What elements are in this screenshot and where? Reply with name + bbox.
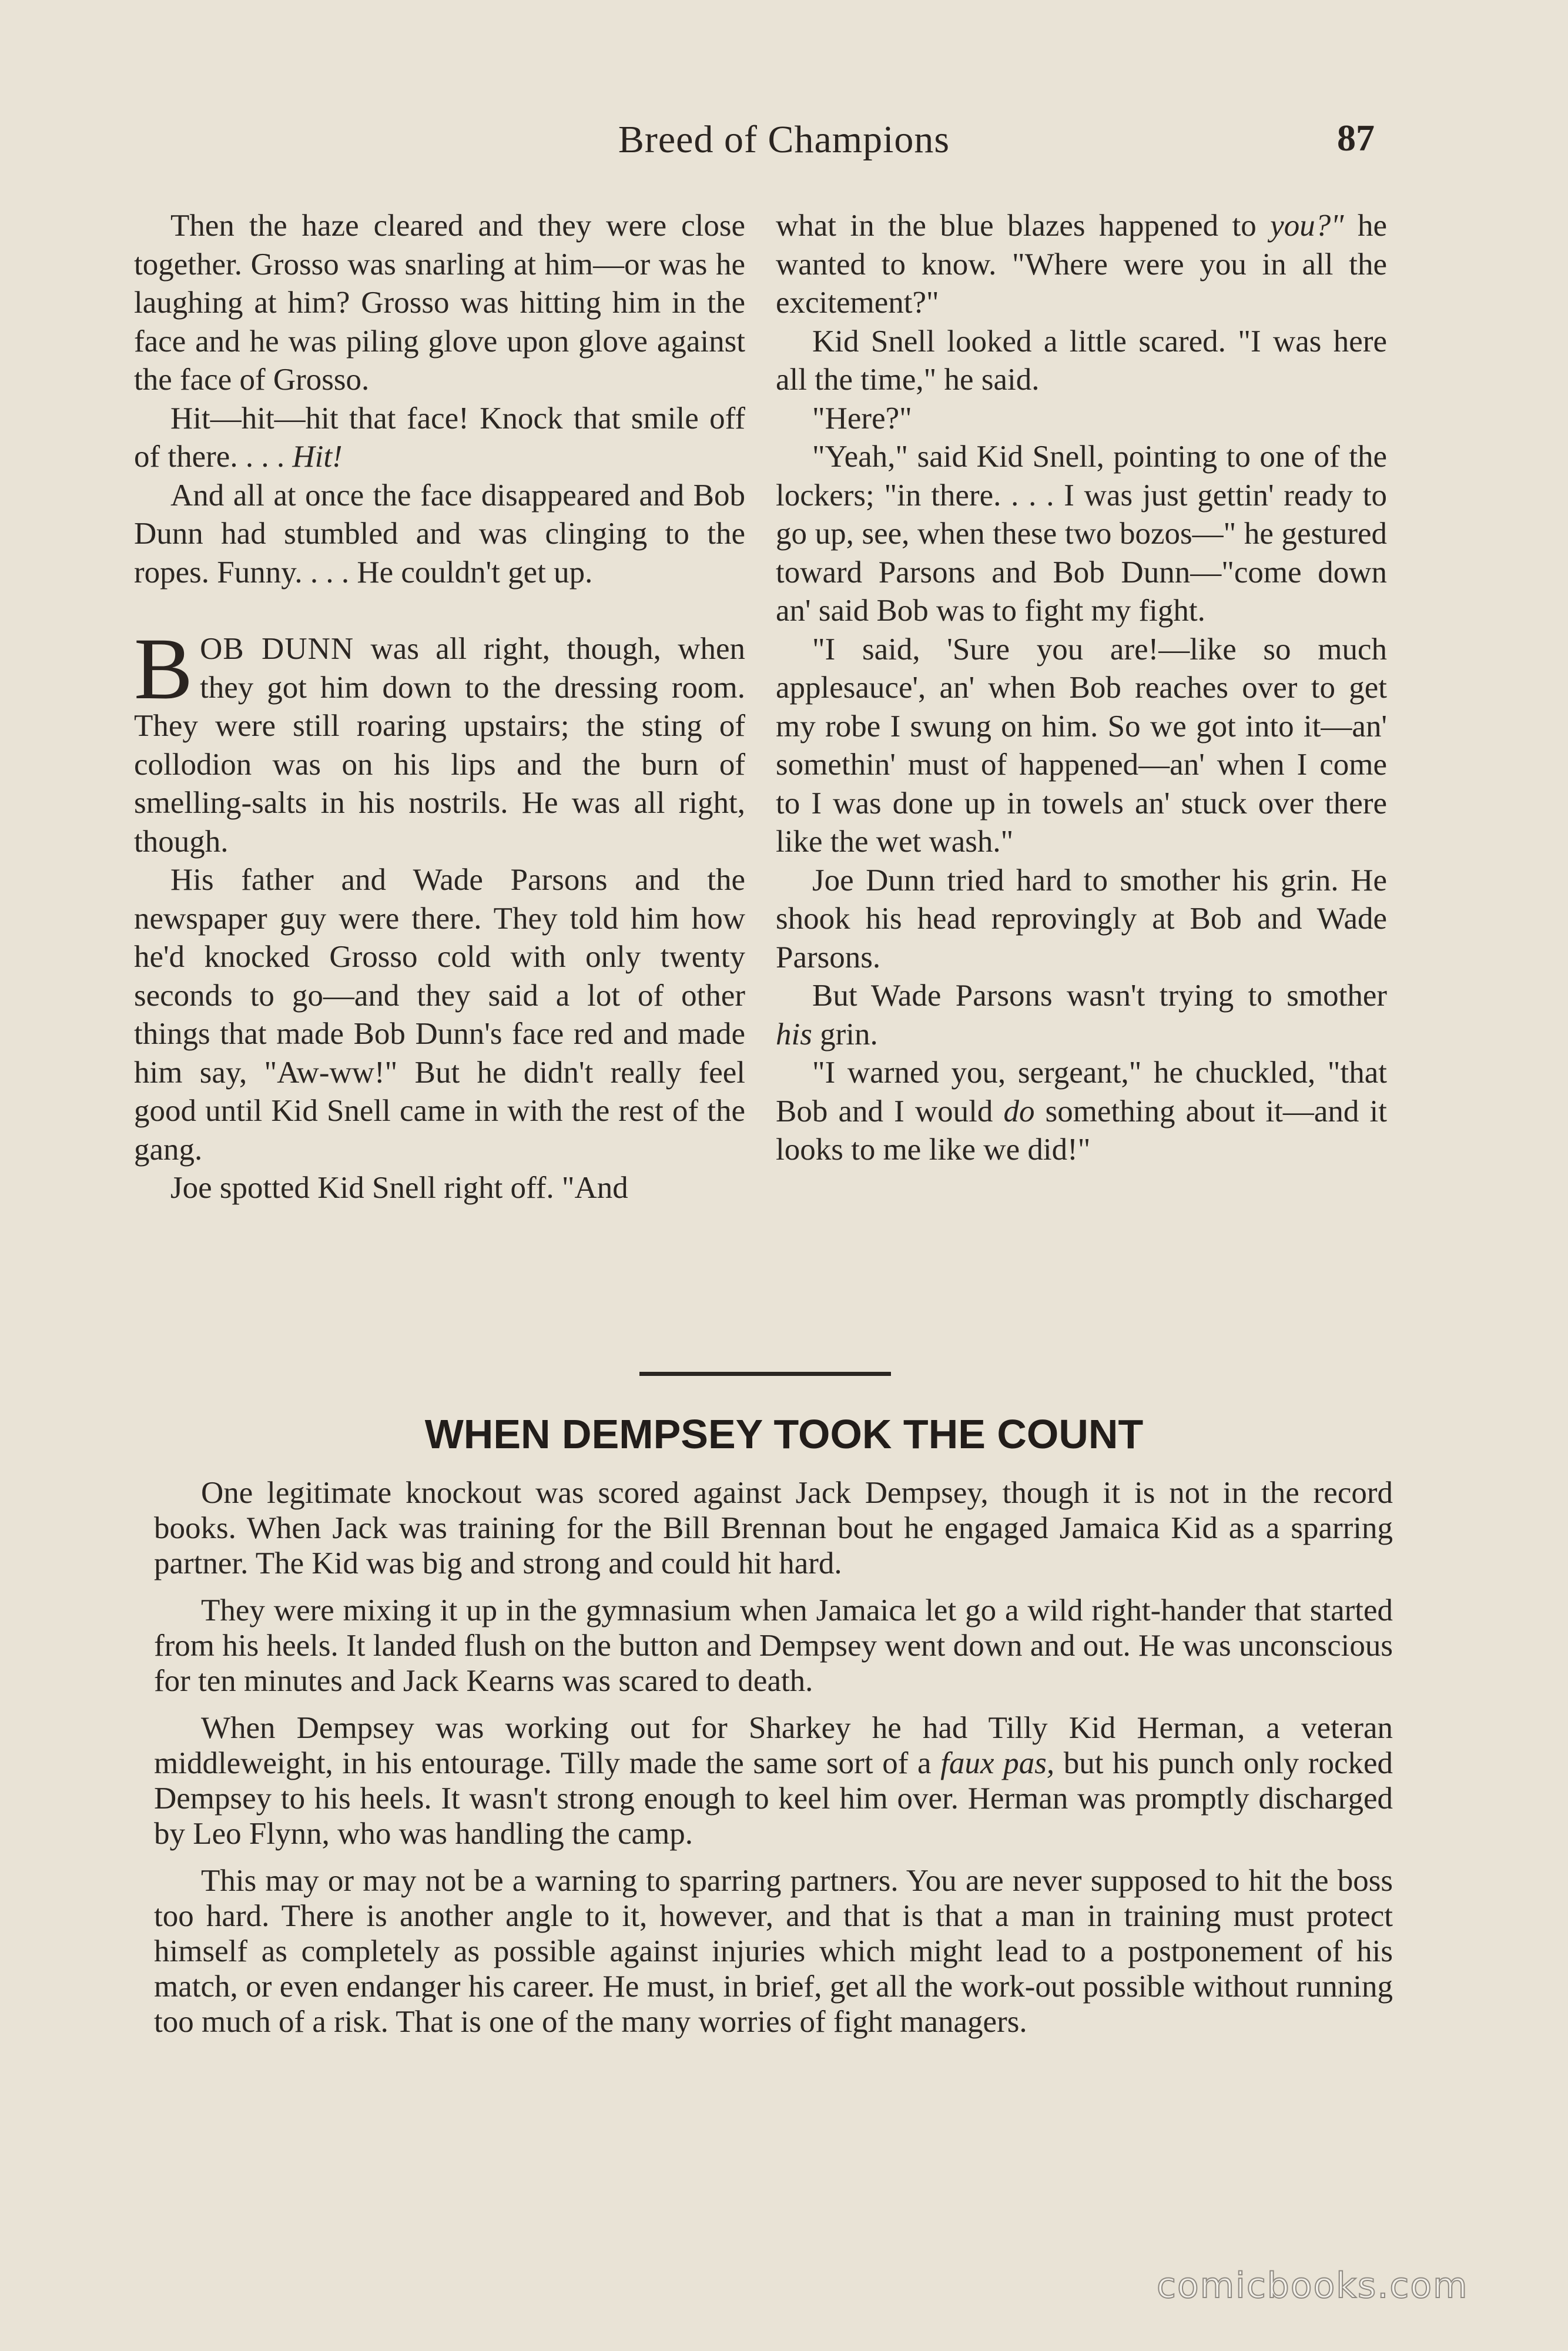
story-paragraph: [776, 977, 1387, 1054]
story-paragraph: Then the haze cleared and they were close together. Grosso was snarling at him—or was he laughing at him? Grosso was hitting him in the face and he was piling glove upon glove against the face of Grosso.: [134, 209, 745, 397]
story-paragraph: [776, 207, 1387, 323]
story-paragraph: And all at once the face disappeared and Bob Dunn had stumbled and was clinging to the ropes. Funny. . . . He couldn't get up.: [134, 478, 745, 590]
drop-cap: B: [134, 620, 193, 718]
story-right-column: [776, 207, 1387, 1170]
story-paragraph: Joe Dunn tried hard to smother his grin. He shook his head reprovingly at Bob and Wade Parsons.: [776, 863, 1387, 974]
story-text: something about it—and it looks to me like we did!": [776, 1094, 1387, 1167]
story-paragraph: [134, 400, 745, 477]
story-text: Hit—hit—hit that face! Knock that smile off of there. . . .: [134, 401, 745, 474]
article-text: but his punch only rocked Dempsey to his heels. It wasn't strong enough to keel him over. Herman was promptly discharged by Leo Flynn, who was handling the camp.: [154, 1746, 1393, 1851]
story-text: he wanted to know. "Where were you in all the excitement?": [776, 209, 1388, 320]
section-divider-rule: [639, 1372, 891, 1376]
story-text: But Wade Parsons wasn't trying to smother: [812, 979, 1387, 1013]
watermark-logo: comicbooks.com: [1157, 2265, 1469, 2306]
article-text: When Dempsey was working out for Sharkey he had Tilly Kid Herman, a veteran middleweight, in his entourage. Tilly made the same sort of a: [154, 1711, 1393, 1780]
page-number: 87: [1337, 117, 1375, 159]
article-paragraph: They were mixing it up in the gymnasium when Jamaica let go a wild right-hander that started from his heels. It landed flush on the button and Dempsey went down and out. He was unconscious for ten minutes and Jack Kearns was scared to death.: [154, 1593, 1393, 1698]
story-left-column: [134, 207, 745, 1208]
story-text: grin.: [812, 1017, 878, 1051]
article-paragraph: One legitimate knockout was scored against Jack Dempsey, though it is not in the record books. When Jack was training for the Bill Brennan bout he engaged Jamaica Kid as a sparring partner. The Kid was big and strong and could hit hard.: [154, 1476, 1393, 1580]
story-paragraph: Joe spotted Kid Snell right off. "And: [170, 1171, 628, 1205]
emphasis: Hit!: [292, 440, 343, 474]
emphasis: you?": [1270, 209, 1344, 243]
small-caps-lead: OB DUNN: [200, 632, 354, 666]
story-paragraph: [776, 1054, 1387, 1170]
story-paragraph: "Here?": [812, 401, 912, 436]
story-paragraph: Kid Snell looked a little scared. "I was here all the time," he said.: [776, 324, 1387, 397]
story-paragraph: His father and Wade Parsons and the newspaper guy were there. They told him how he'd knocked Grosso cold with only twenty seconds to go—and they said a lot of other things that made Bob Dunn's face red and made him say, "Aw-ww!" But he didn't really feel good until Kid Snell came in with the rest of the gang.: [134, 863, 745, 1167]
story-paragraph: "I said, 'Sure you are!—like so much applesauce', an' when Bob reaches over to get my robe I swung on him. So we got into it—an' somethin' must of happened—an' when I come to I was done up in towels an' stuck over there like the wet wash.": [776, 632, 1387, 859]
emphasis: do: [1003, 1094, 1035, 1128]
running-title: Breed of Champions: [618, 118, 950, 161]
article-title: WHEN DEMPSEY TOOK THE COUNT: [424, 1411, 1144, 1457]
story-paragraph: "Yeah," said Kid Snell, pointing to one of the lockers; "in there. . . . I was just gettin' ready to go up, see, when these two bozos—" he gestured toward Parsons and Bob Dunn—"come down an' said Bob was to fight my fight.: [776, 440, 1387, 628]
story-text: what in the blue blazes happened to: [776, 209, 1271, 243]
article-paragraph: This may or may not be a warning to sparring partners. You are never supposed to hit the boss too hard. There is another angle to it, however, and that is that a man in training must protect himself as completely as possible against injuries which might lead to a postponement of his match, or even endanger his career. He must, in brief, get all the work-out possible without running too much of a risk. That is one of the many worries of fight managers.: [154, 1864, 1393, 2039]
emphasis: faux pas,: [940, 1746, 1055, 1780]
story-text: was all right, though, when they got him down to the dressing room. They were still roaring upstairs; the sting of collodion was on his lips and the burn of smelling-salts in his nostrils. He was all right, though.: [134, 632, 745, 859]
article-paragraph: [154, 1710, 1393, 1851]
article-body: [154, 1475, 1393, 2051]
section-opening-paragraph: [134, 620, 745, 861]
emphasis: his: [776, 1017, 812, 1051]
story-text: "I warned you, sergeant," he chuckled, "that Bob and I would: [776, 1056, 1387, 1128]
